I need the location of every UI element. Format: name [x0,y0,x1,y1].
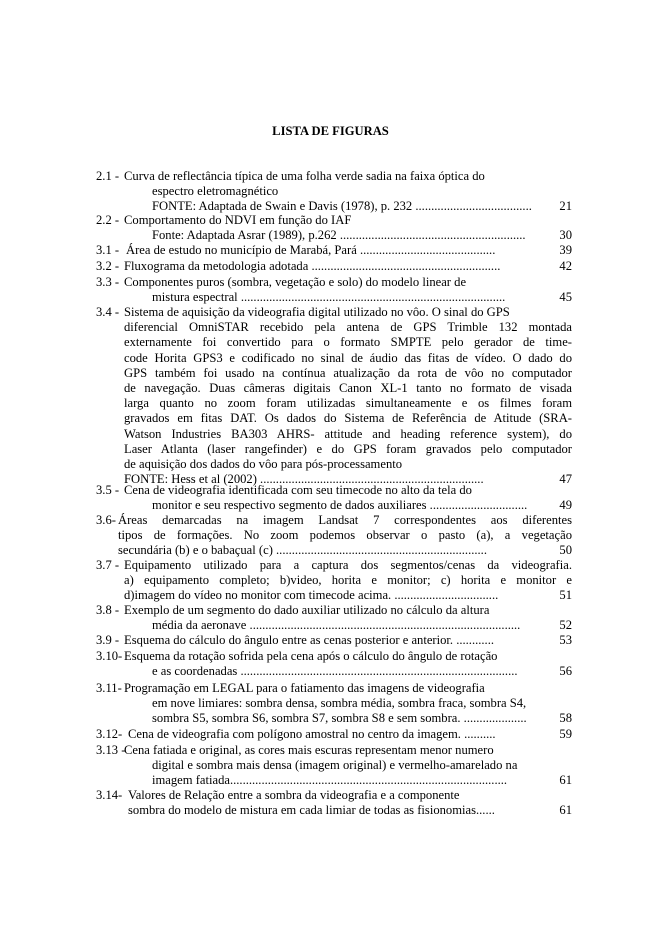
caption-line: secundária (b) e o babaçual (c) ................................................................... [118,543,487,558]
figure-number: 3.11- [96,681,122,695]
page-number: 30 [559,228,572,243]
page-title: LISTA DE FIGURAS [272,124,389,138]
figure-caption [124,558,572,604]
figure-number: 3.12- [96,727,123,741]
page-number: 50 [559,543,572,558]
caption-line: tipos de formações. No zoom podemos observar o pasto (a), a vegetação [118,528,572,543]
figure-entry [96,513,572,559]
caption-line: Valores de Relação entre a sombra da videografia e a componente [128,788,460,802]
caption-line: de navegação. Duas câmeras digitais Canon XL-1 tanto no formato de visada [124,381,572,396]
caption-line: digital e sombra mais densa (imagem original) e vermelho-amarelado na [152,758,518,773]
figure-number: 3.7 - [96,558,120,572]
page-number: 59 [559,727,572,741]
figure-number: 3.9 - [96,633,120,647]
figure-number: 3.2 - [96,259,120,273]
figure-number: 3.14- [96,788,123,802]
caption-line: Curva de reflectância típica de uma folha verde sadia na faixa óptica do [124,169,485,183]
figure-caption [124,633,572,648]
figure-entry [96,483,572,513]
caption-line: Laser Atlanta (laser rangefinder) e do GPS foram gravados pelo computador [124,441,572,456]
caption-line: FONTE: Hess et al (2002) ....................................................................... [124,472,484,487]
figure-number: 3.3 - [96,275,120,289]
figure-entry [96,275,572,305]
page-number: 58 [559,711,572,726]
page-number: 61 [559,803,572,818]
caption-line: Equipamento utilizado para a captura dos segmentos/cenas da videografia. [124,558,572,572]
caption-line: Exemplo de um segmento do dado auxiliar utilizado no cálculo da altura [124,603,490,617]
caption-line: mistura espectral .................................................................................... [152,290,506,305]
caption-line: e as coordenadas ........................................................................................ [152,664,518,679]
figure-caption [124,743,572,789]
figure-caption [124,305,572,487]
figure-caption [118,513,572,559]
page-number: 42 [559,259,572,273]
caption-line: diferencial OmniSTAR recebido pela antena de GPS Trimble 132 montada [124,320,572,335]
caption-line: Watson Industries BA303 AHRS- attitude and heading reference system), do [124,426,572,441]
page-number: 39 [559,243,572,257]
figure-caption [124,275,572,305]
figure-number: 3.8 - [96,603,120,617]
caption-line: FONTE: Adaptada de Swain e Davis (1978), p. 232 ..................................... [152,199,532,214]
figure-number: 2.2 - [96,213,120,227]
caption-line: Comportamento do NDVI em função do IAF [124,213,352,227]
figure-entry [96,633,572,648]
page-number: 53 [559,633,572,647]
figure-number: 3.10- [96,649,123,663]
page-number: 45 [559,290,572,305]
caption-line: espectro eletromagnético [152,184,279,199]
figure-caption [124,483,572,513]
figure-entry [96,259,572,274]
figure-entry [96,743,572,789]
caption-line: Esquema do cálculo do ângulo entre as cenas posterior e anterior. ............ [124,633,494,647]
caption-line: code Horita GPS3 e codificado no sinal de áudio das fitas de vídeo. O dado do [124,350,572,365]
caption-line: imagem fatiada........................................................................................ [152,773,508,788]
figure-number: 3.4 - [96,305,120,319]
figure-caption [124,213,572,243]
figure-entry [96,649,572,679]
caption-line: Componentes puros (sombra, vegetação e solo) do modelo linear de [124,275,467,289]
figure-entry [96,558,572,604]
figure-caption [128,727,572,742]
caption-line: de aquisição dos dados do vôo para pós-processamento [124,457,403,472]
page-number: 49 [559,498,572,513]
figure-entry [96,681,572,727]
caption-line: sombra S5, sombra S6, sombra S7, sombra S8 e sem sombra. .................... [152,711,527,726]
caption-line: média da aeronave ...................................................................................... [152,618,521,633]
figure-number: 2.1 - [96,169,120,183]
page-number: 51 [559,588,572,603]
figure-number: 3.5 - [96,483,120,497]
caption-line: em nove limiares: sombra densa, sombra média, sombra fraca, sombra S4, [152,696,527,711]
figure-entry [96,305,572,487]
caption-line: a) equipamento completo; b)video, horita e monitor; c) horita e monitor e [124,573,572,588]
caption-line: Sistema de aquisição da videografia digital utilizado no vôo. O sinal do GPS [124,305,510,319]
page-number: 56 [559,664,572,679]
figure-caption [124,603,572,633]
caption-line: Cena de videografia identificada com seu timecode no alto da tela do [124,483,472,497]
caption-line: Esquema da rotação sofrida pela cena após o cálculo do ângulo de rotação [124,649,498,663]
caption-line: GPS também foi usado na contínua atualização da rota de vôo no computador [124,365,572,380]
caption-line: Cena fatiada e original, as cores mais escuras representam menor numero [124,743,494,757]
caption-line: gravados em fitas DAT. Os dados do Sistema de Referência de Atitude (SRA- [124,411,572,426]
caption-line: larga quanto no zoom foram utilizadas simultaneamente e os filmes foram [124,396,572,411]
page-number: 61 [559,773,572,788]
page-number: 47 [559,472,572,487]
caption-line: Área de estudo no município de Marabá, Pará ........................................... [126,243,496,257]
caption-line: Programação em LEGAL para o fatiamento das imagens de videografia [124,681,485,695]
figure-number: 3.13 - [96,743,126,757]
figure-caption [124,649,572,679]
figure-caption [126,243,572,258]
figure-caption [124,681,572,727]
figure-number: 3.1 - [96,243,120,257]
caption-line: d)imagem do vídeo no monitor com timecode acima. ................................. [124,588,499,603]
figure-entry [96,603,572,633]
figure-entry [96,788,572,818]
caption-line: Fonte: Adaptada Asrar (1989), p.262 ........................................................... [152,228,526,243]
figure-caption [128,788,572,818]
figure-entry [96,727,572,742]
figure-entry [96,169,572,215]
figure-entry [96,213,572,243]
figure-number: 3.6- [96,513,116,527]
caption-line: Cena de videografia com polígono amostral no centro da imagem. .......... [128,727,496,741]
caption-line: externamente foi convertido para o formato SMPTE pelo gerador de time- [124,335,572,350]
caption-line: Fluxograma da metodologia adotada ............................................................ [124,259,501,273]
page-number: 21 [559,199,572,214]
caption-line: Áreas demarcadas na imagem Landsat 7 correspondentes aos diferentes [118,513,572,527]
figure-entry [96,243,572,258]
figure-caption [124,259,572,274]
caption-line: monitor e seu respectivo segmento de dados auxiliares ............................... [152,498,528,513]
caption-line: sombra do modelo de mistura em cada limiar de todas as fisionomias...... [128,803,495,818]
figure-caption [124,169,572,215]
page-number: 52 [559,618,572,633]
